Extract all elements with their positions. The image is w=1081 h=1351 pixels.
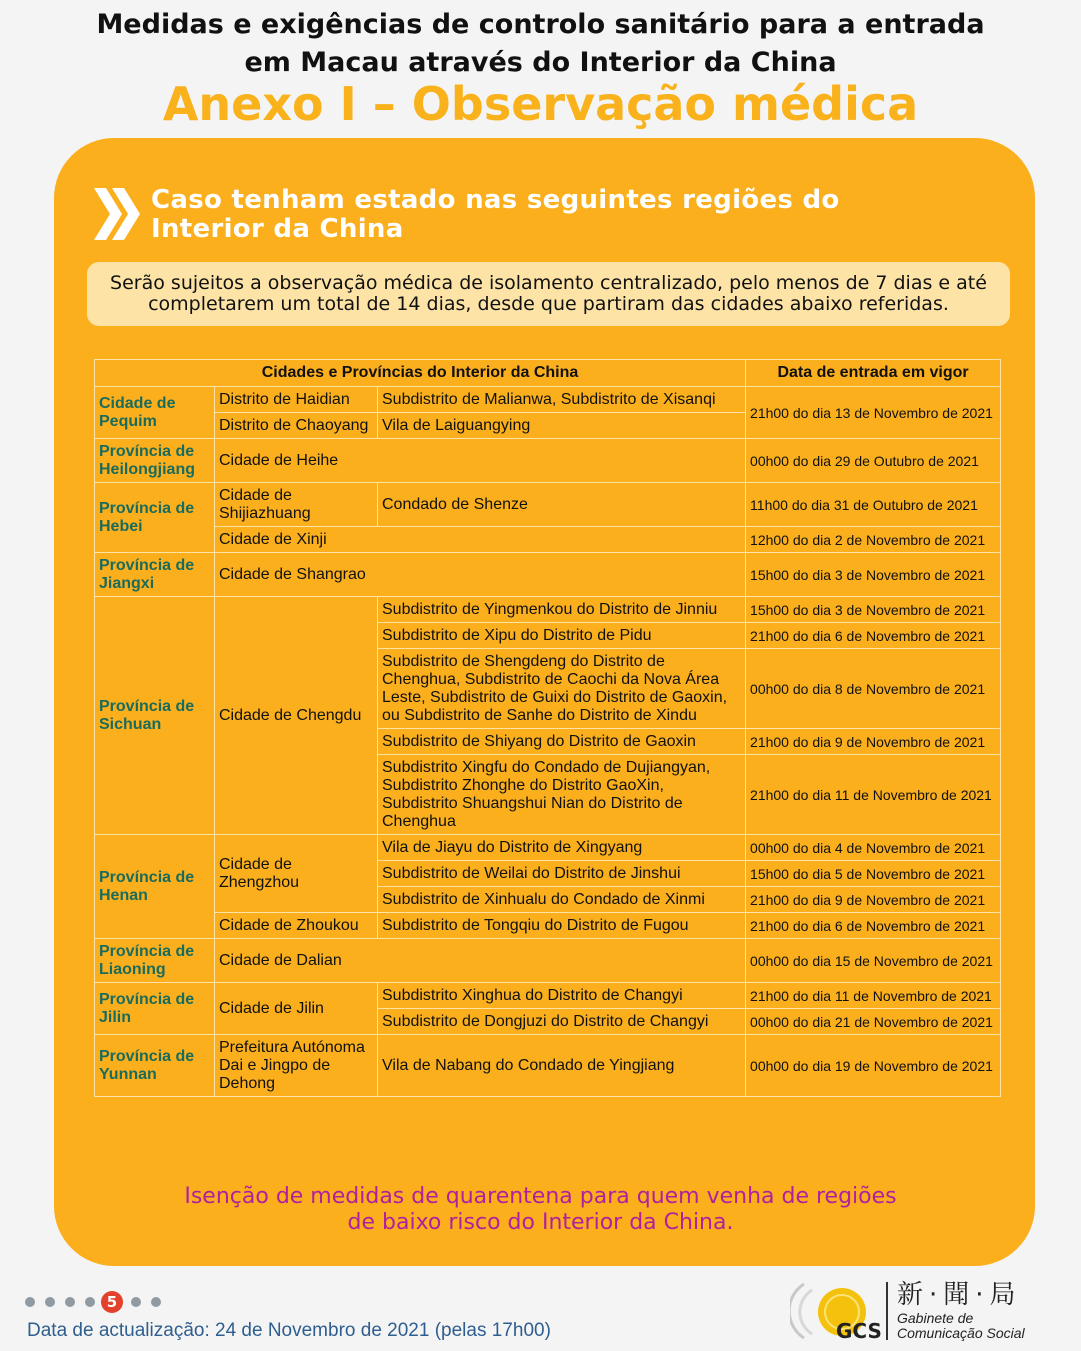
logo-divider (886, 1282, 888, 1340)
page-dot[interactable] (131, 1297, 141, 1307)
subdistrict-cell: Subdistrito Xingfu do Condado de Dujiangyan, Subdistrito Zhonghe do Distrito GaoXin, Subdistrito Shuangshui Nian do Distrito de Chenghua (378, 755, 746, 835)
page-dot[interactable] (25, 1297, 35, 1307)
date-cell: 21h00 do dia 6 de Novembro de 2021 (746, 913, 1001, 939)
page-title-line1: Medidas e exigências de controlo sanitário para a entrada (96, 9, 985, 40)
table-row (95, 983, 1001, 1009)
table-row (95, 483, 1001, 527)
date-cell: 00h00 do dia 29 de Outubro de 2021 (746, 439, 1001, 483)
date-cell: 21h00 do dia 11 de Novembro de 2021 (746, 755, 1001, 835)
city-cell: Distrito de Chaoyang (215, 413, 378, 439)
subdistrict-cell: Subdistrito de Tongqiu do Distrito de Fugou (378, 913, 746, 939)
observation-notice: Serão sujeitos a observação médica de isolamento centralizado, pelo menos de 7 dias e até completarem um total de 14 dias, desde que partiram das cidades abaixo referidas. (87, 262, 1010, 326)
svg-text:GCS: GCS (836, 1319, 882, 1343)
subdistrict-cell: Vila de Laiguangying (378, 413, 746, 439)
province-cell: Cidade de Pequim (95, 387, 215, 439)
city-cell: Prefeitura Autónoma Dai e Jingpo de Dehong (215, 1035, 378, 1097)
regions-table (94, 359, 1001, 1097)
subdistrict-cell: Subdistrito de Dongjuzi do Distrito de Changyi (378, 1009, 746, 1035)
city-cell: Cidade de Heihe (215, 439, 746, 483)
city-cell: Cidade de Shijiazhuang (215, 483, 378, 527)
double-chevron-right-icon (92, 186, 142, 242)
province-cell: Província de Henan (95, 835, 215, 939)
table-row (95, 387, 1001, 413)
date-cell: 21h00 do dia 9 de Novembro de 2021 (746, 887, 1001, 913)
city-cell: Cidade de Zhoukou (215, 913, 378, 939)
province-cell: Província de Jilin (95, 983, 215, 1035)
page-indicator (25, 1290, 171, 1314)
city-cell: Cidade de Zhengzhou (215, 835, 378, 913)
subdistrict-cell: Subdistrito de Xinhualu do Condado de Xinmi (378, 887, 746, 913)
city-cell: Distrito de Haidian (215, 387, 378, 413)
date-cell: 00h00 do dia 8 de Novembro de 2021 (746, 649, 1001, 729)
subdistrict-cell: Subdistrito de Weilai do Distrito de Jinshui (378, 861, 746, 887)
date-cell: 15h00 do dia 3 de Novembro de 2021 (746, 597, 1001, 623)
province-cell: Província de Yunnan (95, 1035, 215, 1097)
province-cell: Província de Liaoning (95, 939, 215, 983)
table-row (95, 597, 1001, 623)
date-cell: 15h00 do dia 5 de Novembro de 2021 (746, 861, 1001, 887)
date-cell: 21h00 do dia 11 de Novembro de 2021 (746, 983, 1001, 1009)
annex-title: Anexo I – Observação médica (162, 77, 919, 131)
table-row (95, 913, 1001, 939)
date-cell: 12h00 do dia 2 de Novembro de 2021 (746, 527, 1001, 553)
province-cell: Província de Heilongjiang (95, 439, 215, 483)
column-header-regions: Cidades e Províncias do Interior da China (95, 360, 746, 387)
exemption-note: Isenção de medidas de quarentena para quem venha de regiões de baixo risco do Interior da China. (184, 1184, 897, 1235)
page-dot[interactable] (45, 1297, 55, 1307)
date-cell: 21h00 do dia 6 de Novembro de 2021 (746, 623, 1001, 649)
table-header-row (95, 360, 1001, 387)
province-cell: Província de Hebei (95, 483, 215, 553)
subdistrict-cell: Subdistrito de Yingmenkou do Distrito de Jinniu (378, 597, 746, 623)
page-dot[interactable] (151, 1297, 161, 1307)
table-row (95, 553, 1001, 597)
city-cell: Cidade de Xinji (215, 527, 746, 553)
date-cell: 21h00 do dia 9 de Novembro de 2021 (746, 729, 1001, 755)
page-dot[interactable] (85, 1297, 95, 1307)
province-cell: Província de Jiangxi (95, 553, 215, 597)
subdistrict-cell: Subdistrito de Shiyang do Distrito de Gaoxin (378, 729, 746, 755)
city-cell: Cidade de Dalian (215, 939, 746, 983)
province-cell: Província de Sichuan (95, 597, 215, 835)
table-row (95, 939, 1001, 983)
table-row (95, 1035, 1001, 1097)
subdistrict-cell: Subdistrito de Malianwa, Subdistrito de Xisanqi (378, 387, 746, 413)
date-cell: 00h00 do dia 21 de Novembro de 2021 (746, 1009, 1001, 1035)
date-cell: 00h00 do dia 15 de Novembro de 2021 (746, 939, 1001, 983)
subdistrict-cell: Vila de Nabang do Condado de Yingjiang (378, 1035, 746, 1097)
city-cell: Cidade de Shangrao (215, 553, 746, 597)
subdistrict-cell: Vila de Jiayu do Distrito de Xingyang (378, 835, 746, 861)
subdistrict-cell: Subdistrito Xinghua do Distrito de Changyi (378, 983, 746, 1009)
logo-chinese-name: 新·聞·局 (897, 1280, 1022, 1310)
logo-portuguese-name: Gabinete de Comunicação Social (897, 1310, 1025, 1341)
column-header-date: Data de entrada em vigor (746, 360, 1001, 387)
table-row (95, 439, 1001, 483)
city-cell: Cidade de Jilin (215, 983, 378, 1035)
page-title-line2: em Macau através do Interior da China (244, 47, 837, 78)
city-cell: Cidade de Chengdu (215, 597, 378, 835)
subdistrict-cell: Subdistrito de Shengdeng do Distrito de Chenghua, Subdistrito de Caochi da Nova Área Leste, Subdistrito de Guixi do Distrito de Gaoxin, ou Subdistrito de Sanhe do Distrito de Xindu (378, 649, 746, 729)
date-cell: 15h00 do dia 3 de Novembro de 2021 (746, 553, 1001, 597)
table-row (95, 835, 1001, 861)
date-cell: 21h00 do dia 13 de Novembro de 2021 (746, 387, 1001, 439)
date-cell: 11h00 do dia 31 de Outubro de 2021 (746, 483, 1001, 527)
update-timestamp: Data de actualização: 24 de Novembro de 2021 (pelas 17h00) (27, 1320, 551, 1341)
date-cell: 00h00 do dia 4 de Novembro de 2021 (746, 835, 1001, 861)
page-dot[interactable] (65, 1297, 75, 1307)
table-row (95, 527, 1001, 553)
regions-heading: Caso tenham estado nas seguintes regiões do Interior da China (151, 185, 840, 244)
subdistrict-cell: Subdistrito de Xipu do Distrito de Pidu (378, 623, 746, 649)
current-page-dot[interactable]: 5 (101, 1291, 123, 1313)
date-cell: 00h00 do dia 19 de Novembro de 2021 (746, 1035, 1001, 1097)
subdistrict-cell: Condado de Shenze (378, 483, 746, 527)
